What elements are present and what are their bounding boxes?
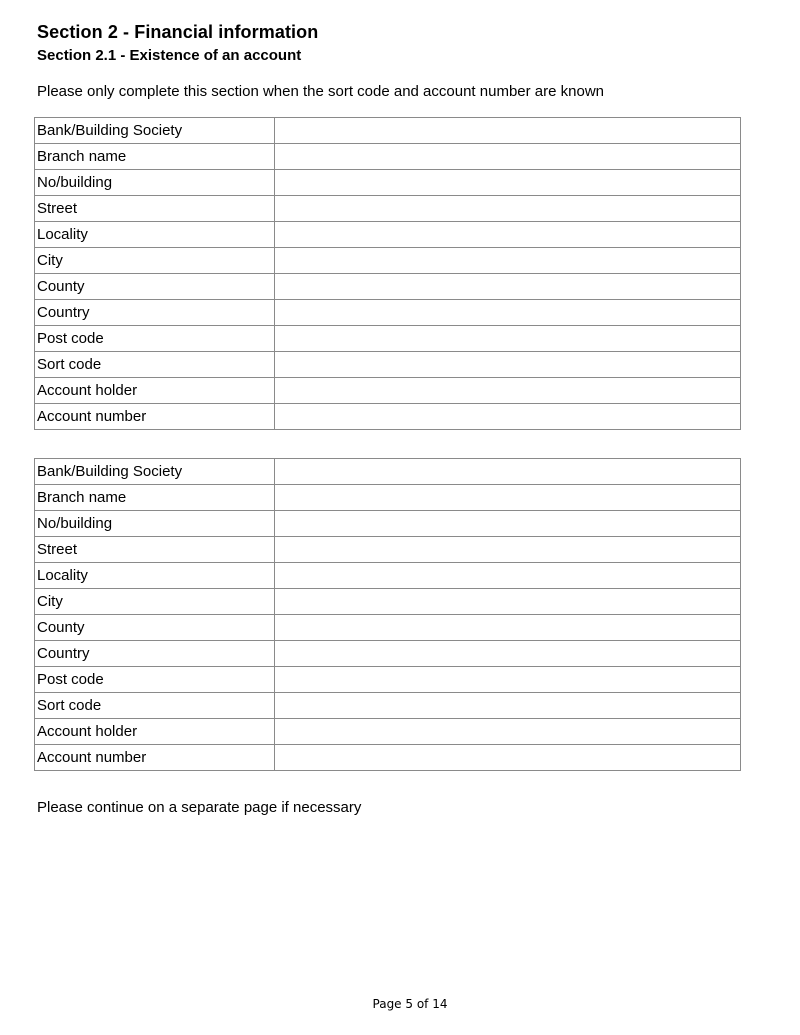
field-label-account-holder: Account holder: [35, 719, 275, 745]
field-cell-sort-code: [275, 693, 741, 719]
field-label-locality: Locality: [35, 222, 275, 248]
field-input-county[interactable]: [275, 274, 740, 299]
table-row: [35, 641, 741, 667]
field-input-no-building[interactable]: [275, 170, 740, 195]
field-cell-country: [275, 300, 741, 326]
field-cell-no-building: [275, 511, 741, 537]
field-cell-bank-building-society: [275, 118, 741, 144]
table-row: [35, 537, 741, 563]
field-label-county: County: [35, 274, 275, 300]
field-cell-account-holder: [275, 378, 741, 404]
table-row: [35, 196, 741, 222]
field-input-branch-name[interactable]: [275, 144, 740, 169]
field-label-branch-name: Branch name: [35, 144, 275, 170]
field-input-city[interactable]: [275, 589, 740, 614]
table-row: [35, 459, 741, 485]
field-label-street: Street: [35, 537, 275, 563]
field-input-bank-building-society[interactable]: [275, 118, 740, 143]
field-label-sort-code: Sort code: [35, 352, 275, 378]
field-cell-bank-building-society: [275, 459, 741, 485]
field-label-post-code: Post code: [35, 326, 275, 352]
field-cell-city: [275, 248, 741, 274]
table-row: [35, 274, 741, 300]
field-input-post-code[interactable]: [275, 667, 740, 692]
continuation-note: Please continue on a separate page if necessary: [37, 799, 362, 816]
field-cell-post-code: [275, 667, 741, 693]
field-input-street[interactable]: [275, 537, 740, 562]
table-row: [35, 511, 741, 537]
field-label-account-number: Account number: [35, 404, 275, 430]
field-input-account-holder[interactable]: [275, 719, 740, 744]
field-label-bank-building-society: Bank/Building Society: [35, 118, 275, 144]
field-label-country: Country: [35, 641, 275, 667]
field-cell-locality: [275, 222, 741, 248]
field-label-no-building: No/building: [35, 511, 275, 537]
intro-text: Please only complete this section when the sort code and account number are known: [37, 83, 604, 100]
section-title: Section 2 - Financial information: [37, 22, 319, 42]
field-cell-country: [275, 641, 741, 667]
table-row: [35, 615, 741, 641]
field-cell-sort-code: [275, 352, 741, 378]
field-cell-post-code: [275, 326, 741, 352]
field-input-no-building[interactable]: [275, 511, 740, 536]
field-cell-street: [275, 537, 741, 563]
account-details-table-1: [34, 117, 741, 430]
field-input-post-code[interactable]: [275, 326, 740, 351]
field-label-branch-name: Branch name: [35, 485, 275, 511]
table-row: [35, 222, 741, 248]
field-label-city: City: [35, 589, 275, 615]
field-cell-street: [275, 196, 741, 222]
field-label-account-number: Account number: [35, 745, 275, 771]
field-input-sort-code[interactable]: [275, 352, 740, 377]
table-row: [35, 719, 741, 745]
field-input-account-number[interactable]: [275, 745, 740, 770]
field-input-branch-name[interactable]: [275, 485, 740, 510]
field-cell-account-holder: [275, 719, 741, 745]
field-input-county[interactable]: [275, 615, 740, 640]
section-subtitle: Section 2.1 - Existence of an account: [37, 47, 302, 64]
field-input-account-number[interactable]: [275, 404, 740, 429]
field-label-county: County: [35, 615, 275, 641]
field-input-bank-building-society[interactable]: [275, 459, 740, 484]
field-label-locality: Locality: [35, 563, 275, 589]
field-input-locality[interactable]: [275, 222, 740, 247]
table-row: [35, 667, 741, 693]
table-row: [35, 485, 741, 511]
field-cell-county: [275, 274, 741, 300]
table-row: [35, 326, 741, 352]
field-cell-county: [275, 615, 741, 641]
field-input-street[interactable]: [275, 196, 740, 221]
field-label-account-holder: Account holder: [35, 378, 275, 404]
table-row: [35, 589, 741, 615]
field-input-city[interactable]: [275, 248, 740, 273]
account-details-table-2: [34, 458, 741, 771]
field-label-city: City: [35, 248, 275, 274]
field-input-country[interactable]: [275, 300, 740, 325]
table-row: [35, 563, 741, 589]
field-input-account-holder[interactable]: [275, 378, 740, 403]
field-cell-account-number: [275, 745, 741, 771]
field-label-sort-code: Sort code: [35, 693, 275, 719]
field-label-post-code: Post code: [35, 667, 275, 693]
field-cell-branch-name: [275, 144, 741, 170]
table-row: [35, 248, 741, 274]
field-cell-account-number: [275, 404, 741, 430]
field-cell-no-building: [275, 170, 741, 196]
table-row: [35, 404, 741, 430]
table-row: [35, 693, 741, 719]
field-label-no-building: No/building: [35, 170, 275, 196]
field-label-street: Street: [35, 196, 275, 222]
table-row: [35, 118, 741, 144]
field-cell-locality: [275, 563, 741, 589]
field-input-sort-code[interactable]: [275, 693, 740, 718]
page-number: Page 5 of 14: [372, 997, 448, 1011]
table-row: [35, 378, 741, 404]
table-row: [35, 170, 741, 196]
table-row: [35, 352, 741, 378]
field-input-locality[interactable]: [275, 563, 740, 588]
table-row: [35, 745, 741, 771]
field-label-country: Country: [35, 300, 275, 326]
field-label-bank-building-society: Bank/Building Society: [35, 459, 275, 485]
table-row: [35, 144, 741, 170]
field-cell-branch-name: [275, 485, 741, 511]
field-input-country[interactable]: [275, 641, 740, 666]
table-row: [35, 300, 741, 326]
field-cell-city: [275, 589, 741, 615]
